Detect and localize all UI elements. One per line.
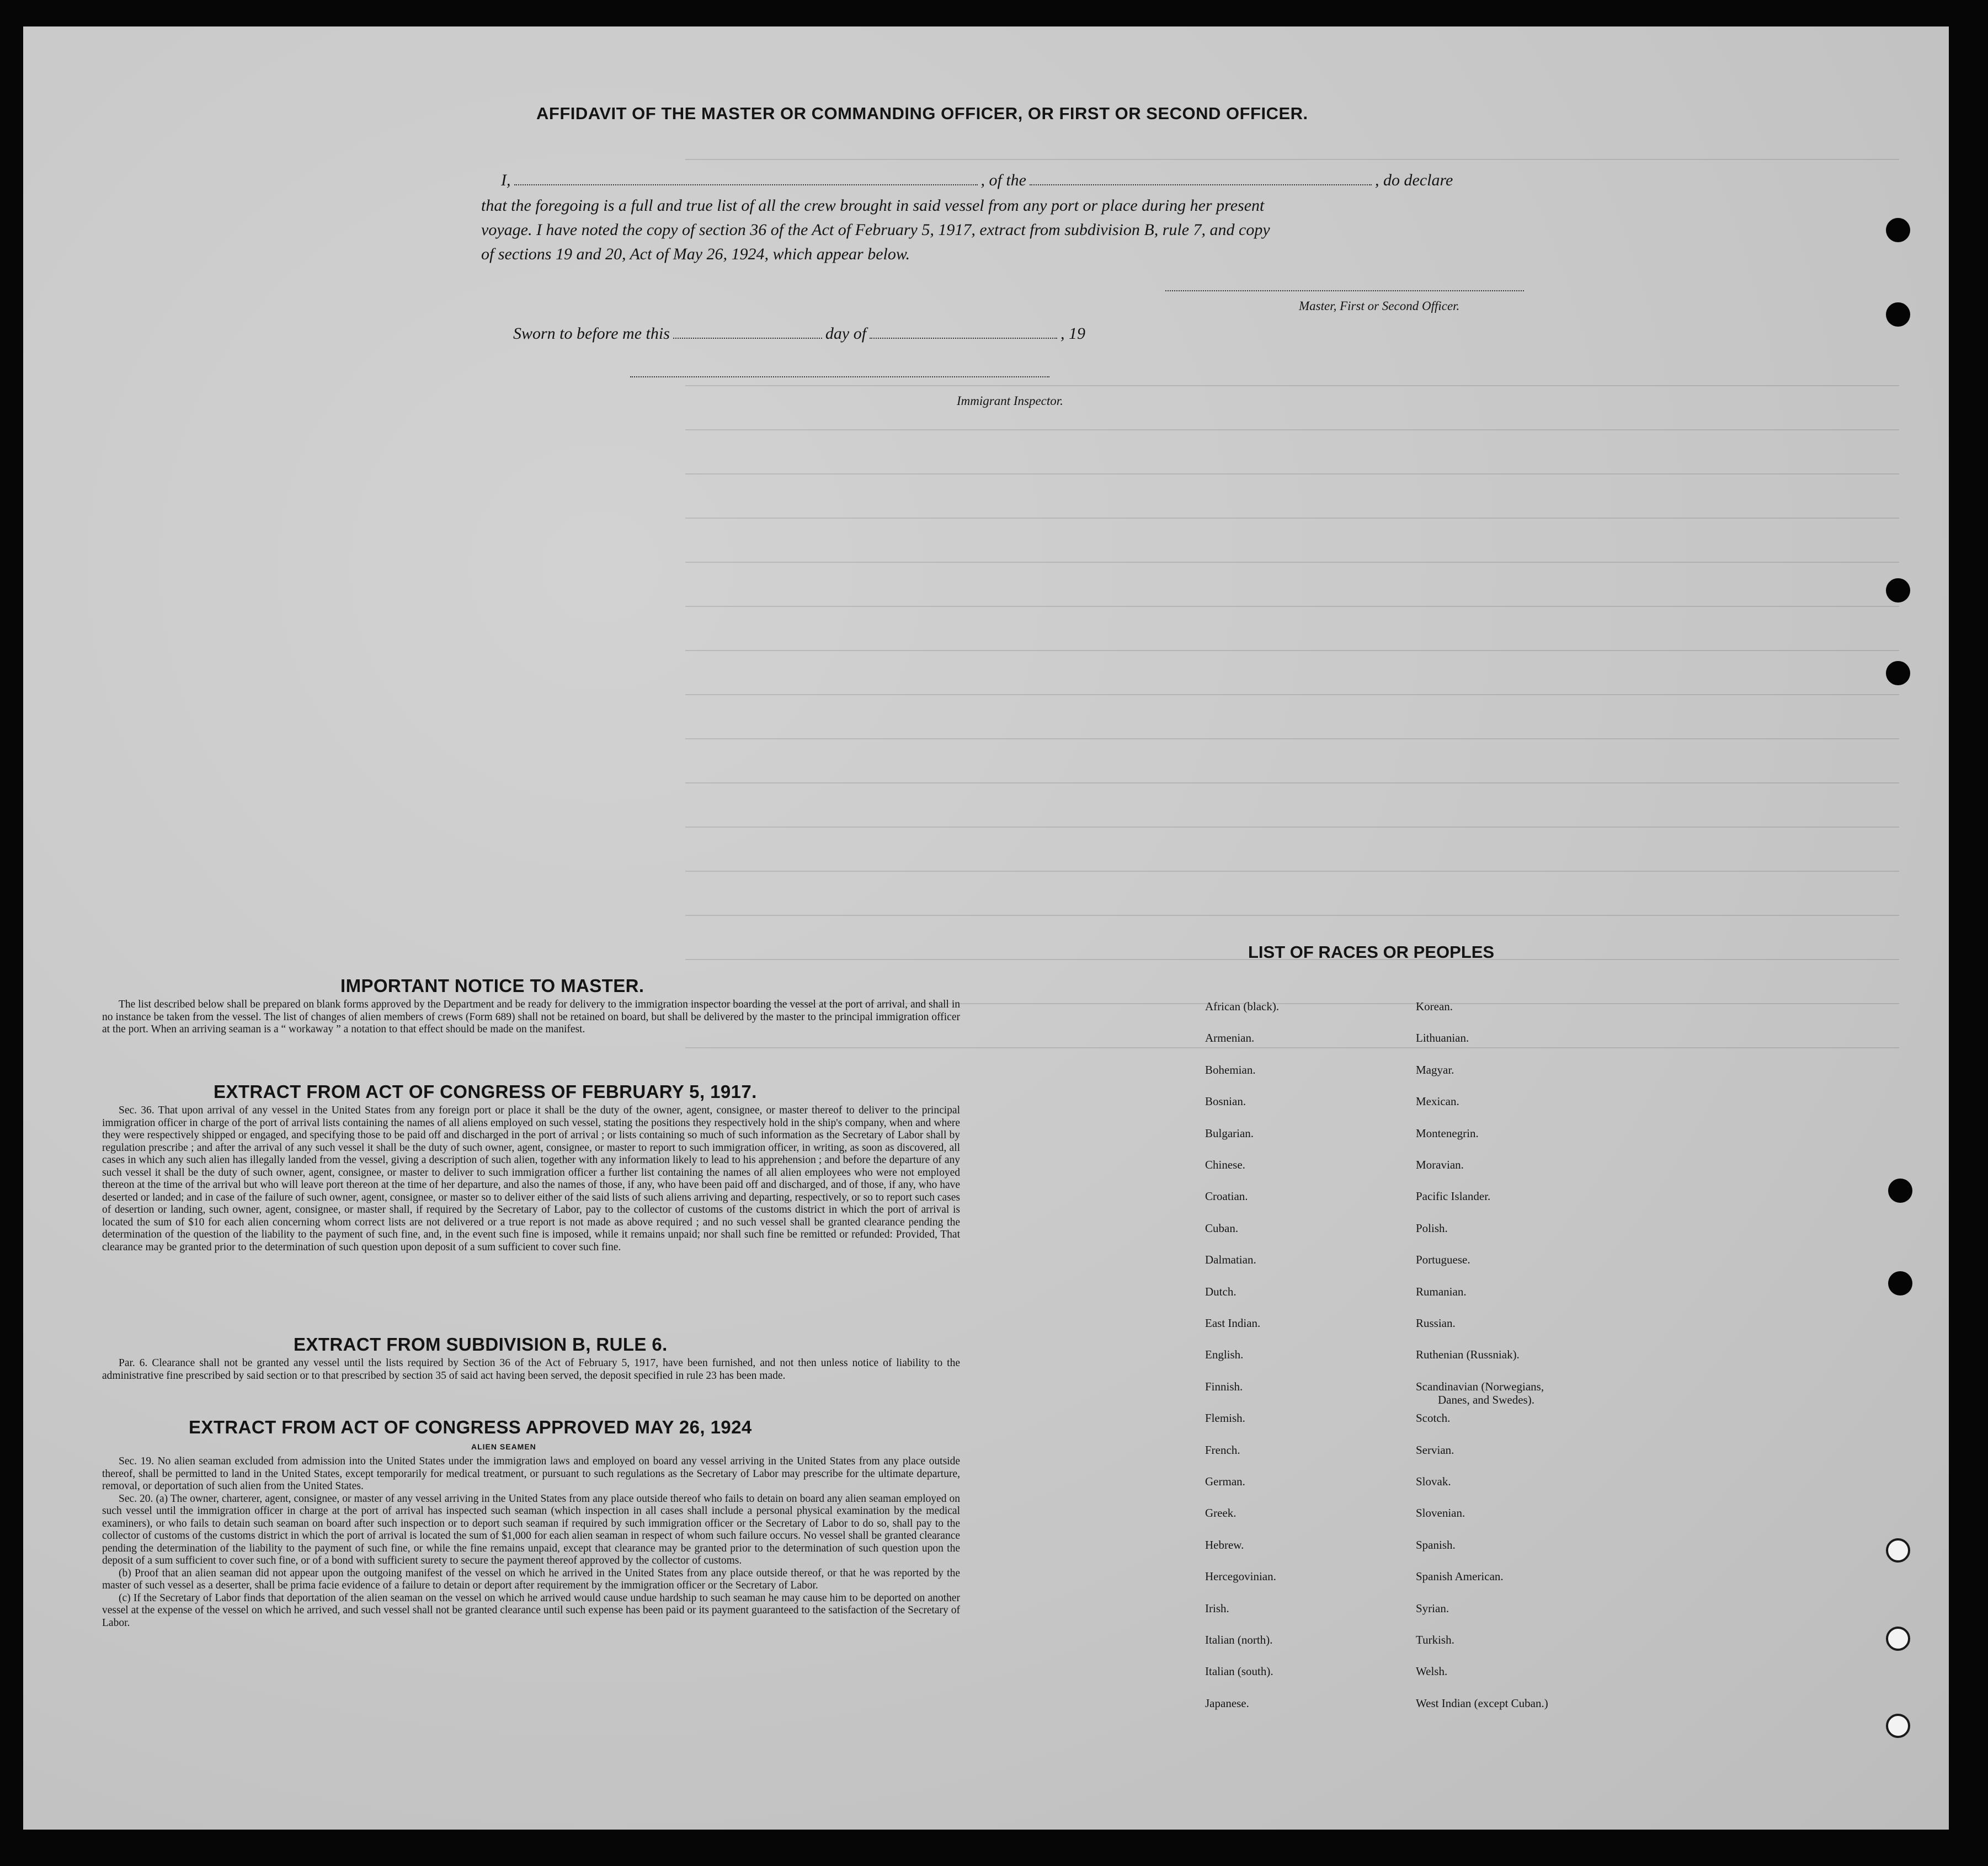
affidavit-line-2: that the foregoing is a full and true list of all the crew brought in said vessel from any port or place during her present [481, 196, 1265, 215]
affidavit-line-1: I, , of the , do declare [501, 171, 1453, 189]
race-item: Danes, and Swedes). [1438, 1393, 1534, 1406]
race-item: Dutch. [1205, 1284, 1236, 1298]
race-item: Rumanian. [1416, 1284, 1467, 1298]
race-item: German. [1205, 1475, 1245, 1488]
act-1924-title: EXTRACT FROM ACT OF CONGRESS APPROVED MAY 26, 1924 [189, 1417, 752, 1437]
race-item: Ruthenian (Russniak). [1416, 1348, 1520, 1362]
name-field[interactable] [514, 184, 978, 185]
sworn-month-field[interactable] [870, 338, 1057, 339]
race-item: Finnish. [1205, 1379, 1243, 1393]
race-item: Magyar. [1416, 1063, 1454, 1076]
sec-20a: Sec. 20. (a) The owner, charterer, agent, consignee, or master of any vessel arriving in the United States from any place outside thereof who fails to detain on board any alien seaman employed on such vessel until the immigration officer in charge at the port of arrival has inspected such seaman (which inspection in all cases shall include a personal physical examination by the medical examiners), or who fails to detain such seaman on board after such inspection or to deport such seaman if required by such immigration officer or the Secretary of Labor to do so, shall pay to the collector of customs of the customs district in which the port of arrival is located the sum of $1,000 for each alien seaman in respect of whom such failure occurs. No vessel shall be granted clearance pending the determination of the liability to the payment of such fine, or while the fine remains unpaid, except that clearance may be granted prior to the determination of such question upon the deposit of a sum sufficient to cover such fine, or of a bond with sufficient surety to secure the payment thereof approved by the collector of customs. [102, 1492, 960, 1566]
race-item: Turkish. [1416, 1633, 1454, 1646]
race-item: French. [1205, 1443, 1240, 1457]
race-item: Spanish. [1416, 1538, 1456, 1552]
inspector-signature-label: Immigrant Inspector. [957, 394, 1063, 408]
race-item: Bosnian. [1205, 1095, 1246, 1108]
race-item: Korean. [1416, 1000, 1453, 1013]
race-item: Greek. [1205, 1506, 1236, 1520]
punch-hole [1886, 1627, 1910, 1651]
sec-19: Sec. 19. No alien seaman excluded from admission into the United States under the immigration laws and employed on board any vessel arriving in the United States from any place outside thereof, shall be permitted to land in the United States, except temporarily for medical treatment, or pursuant to such regulations as the Secretary of Labor may prescribe for the ultimate departure, removal, or deportation of such alien from the United States. [102, 1456, 960, 1492]
affidavit-line-3: voyage. I have noted the copy of section 36 of the Act of February 5, 1917, extract from subdivision B, rule 7, and copy [481, 221, 1270, 239]
race-item: African (black). [1205, 1000, 1280, 1013]
affidavit-title: AFFIDAVIT OF THE MASTER OR COMMANDING OFFICER, OR FIRST OR SECOND OFFICER. [536, 104, 1308, 123]
inspector-signature-line[interactable] [630, 376, 1049, 377]
race-item: Dalmatian. [1205, 1253, 1256, 1267]
act-1924-body [102, 1456, 960, 1629]
sec-20c: (c) If the Secretary of Labor finds that deportation of the alien seaman on the vessel on which he arrived would cause undue hardship to such seaman he may cause him to be deported on another vessel at the expense of the vessel on which he arrived, and such vessel shall not be granted clearance until such expense has been paid or its payment guaranteed to the satisfaction of the Secretary of Labor. [102, 1592, 960, 1629]
punch-hole [1886, 218, 1910, 242]
sworn-day-field[interactable] [673, 338, 822, 339]
race-item: Servian. [1416, 1443, 1454, 1457]
race-item: Irish. [1205, 1601, 1229, 1615]
punch-hole [1886, 1538, 1910, 1563]
punch-hole [1888, 1179, 1912, 1203]
affidavit-line-4: of sections 19 and 20, Act of May 26, 1924, which appear below. [481, 245, 910, 263]
race-item: Bohemian. [1205, 1063, 1256, 1076]
notice-body: The list described below shall be prepared on blank forms approved by the Department and be ready for delivery to the immigration inspector boarding the vessel at the port of arrival, and shall in no instance be taken from the vessel. The list of changes of alien members of crews (Form 689) shall not be retained on board, but shall be delivered by the master to the principal immigration officer at the port. When an arriving seaman is a “ workaway ” a notation to that effect should be made on the manifest. [102, 999, 960, 1035]
sworn-line: Sworn to before me this day of , 19 [513, 324, 1086, 343]
sec-20b: (b) Proof that an alien seaman did not appear upon the outgoing manifest of the vessel on which he arrived in the United States from any place outside thereof, or that he was reported by the master of such vessel as a deserter, shall be prima facie evidence of a failure to detain or deport after requirement by the immigration officer or the Secretary of Labor. [102, 1567, 960, 1591]
race-item: Croatian. [1205, 1190, 1248, 1203]
rule-6-body: Par. 6. Clearance shall not be granted any vessel until the lists required by Section 36 of the Act of February 5, 1917, have been furnished, and not then unless notice of liability to the administrative fine prescribed by said section or to that prescribed by section 35 of said act having been served, the deposit specified in rule 23 has been made. [102, 1357, 960, 1382]
race-item: Spanish American. [1416, 1570, 1504, 1584]
race-item: Welsh. [1416, 1665, 1448, 1678]
master-signature-label: Master, First or Second Officer. [1299, 299, 1460, 313]
race-item: Montenegrin. [1416, 1126, 1479, 1140]
act-1917-body: Sec. 36. That upon arrival of any vessel in the United States from any foreign port or place it shall be the duty of the owner, agent, consignee, or master thereof to deliver to the principal immigration officer in charge of the port of arrival lists containing the names of all aliens employed on such vessel, stating the positions they respectively hold in the ship's company, when and where they were respectively shipped or engaged, and specifying those to be paid off and discharged in the port of arrival ; or lists containing so much of such information as the Secretary of Labor shall by regulation prescribe ; and after the arrival of any such vessel it shall be the duty of such owner, agent, consignee, or master to report to such immigration officer, in writing, as soon as discovered, all cases in which any such alien has illegally landed from the vessel, giving a description of such alien, together with any information likely to lead to his apprehension ; and before the departure of any such vessel it shall be the duty of such owner, agent, consignee, or master to deliver to such immigration officer a further list containing the names of all alien employees who were not employed thereon at the time of the arrival but who will leave port thereon at the time of her departure, and also the names of those, if any, who have been paid off and discharged, and of those, if any, who have deserted or landed; and in case of the failure of such owner, agent, consignee, or master so to deliver either of the said lists of such aliens arriving and departing, respectively, or so to report such cases of desertion or landing, such owner, agent, consignee, or master shall, if required by the Secretary of Labor, pay to the collector of customs of the customs district in which the port of arrival is located the sum of $10 for each alien concerning whom correct lists are not delivered or a true report is not made as above required ; and no such vessel shall be granted clearance pending the determination of the question of the liability to the payment of such fine, and, in the event such fine is imposed, while it remains unpaid; nor shall such fine be remitted or refunded: Provided, That clearance may be granted prior to the determination of such question upon deposit of a sum sufficient to cover such fine. [102, 1105, 960, 1253]
race-item: Mexican. [1416, 1095, 1459, 1108]
race-item: Bulgarian. [1205, 1126, 1254, 1140]
race-item: Chinese. [1205, 1158, 1245, 1171]
punch-hole [1886, 661, 1910, 685]
race-item: Polish. [1416, 1221, 1448, 1235]
race-item: East Indian. [1205, 1316, 1261, 1330]
race-item: English. [1205, 1348, 1244, 1362]
race-item: Hercegovinian. [1205, 1570, 1276, 1584]
punch-hole [1886, 578, 1910, 603]
punch-hole [1886, 302, 1910, 327]
race-item: Scotch. [1416, 1411, 1451, 1425]
race-item: Slovenian. [1416, 1506, 1465, 1520]
race-item: Syrian. [1416, 1601, 1449, 1615]
race-item: Italian (south). [1205, 1665, 1273, 1678]
race-item: Scandinavian (Norwegians, [1416, 1379, 1544, 1393]
punch-hole [1888, 1271, 1912, 1295]
master-signature-line[interactable] [1165, 290, 1524, 291]
race-item: Japanese. [1205, 1696, 1249, 1710]
race-item: Moravian. [1416, 1158, 1464, 1171]
act-1917-title: EXTRACT FROM ACT OF CONGRESS OF FEBRUARY 5, 1917. [214, 1081, 757, 1102]
vessel-field[interactable] [1030, 184, 1372, 185]
race-item: Lithuanian. [1416, 1031, 1469, 1045]
race-item: Slovak. [1416, 1475, 1451, 1488]
race-item: Hebrew. [1205, 1538, 1244, 1552]
race-item: Portuguese. [1416, 1253, 1470, 1267]
race-item: Russian. [1416, 1316, 1456, 1330]
document-page [23, 26, 1949, 1830]
race-item: Armenian. [1205, 1031, 1255, 1045]
race-item: West Indian (except Cuban.) [1416, 1696, 1548, 1710]
race-item: Cuban. [1205, 1221, 1239, 1235]
race-item: Flemish. [1205, 1411, 1245, 1425]
races-title: LIST OF RACES OR PEOPLES [1248, 942, 1495, 962]
race-item: Pacific Islander. [1416, 1190, 1491, 1203]
act-1924-subtitle: ALIEN SEAMEN [471, 1442, 536, 1451]
rule-6-title: EXTRACT FROM SUBDIVISION B, RULE 6. [294, 1334, 668, 1355]
punch-hole [1886, 1714, 1910, 1738]
notice-title: IMPORTANT NOTICE TO MASTER. [340, 975, 644, 996]
race-item: Italian (north). [1205, 1633, 1273, 1646]
